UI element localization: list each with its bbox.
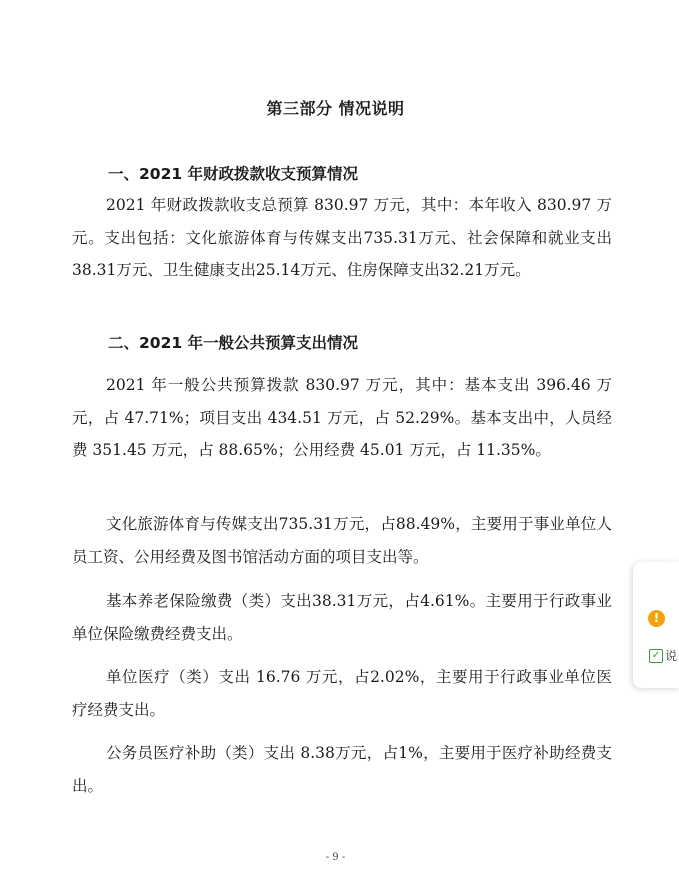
paragraph-medical-subsidy: 公务员医疗补助（类）支出 8.38万元，占1%，主要用于医疗补助经费支出。 <box>72 744 612 795</box>
paragraph-culture-expense: 文化旅游体育与传媒支出735.31万元，占88.49%，主要用于事业单位人员工资、公用经费及图书馆活动方面的项目支出等。 <box>72 515 612 566</box>
widget-label[interactable]: 说 <box>665 649 678 663</box>
paragraph-pension-expense: 基本养老保险缴费（类）支出38.31万元，占4.61%。主要用于行政事业单位保险缴费经费支出。 <box>72 592 612 643</box>
section-heading-2: 二、2021 年一般公共预算支出情况 <box>108 334 359 352</box>
page-title: 第三部分 情况说明 <box>266 99 405 118</box>
section-heading-1: 一、2021 年财政拨款收支预算情况 <box>108 165 359 183</box>
checkbox-icon[interactable]: ✓ <box>649 649 663 663</box>
paragraph-general-budget: 2021 年一般公共预算拨款 830.97 万元，其中：基本支出 396.46 万元，占 47.71%；项目支出 434.51 万元，占 52.29%。基本支出中，人员经费 351.45 万元，占 88.65%；公用经费 45.01 万元，占 11.35%。 <box>72 376 612 459</box>
floating-side-widget[interactable] <box>633 562 679 688</box>
paragraph-medical-expense: 单位医疗（类）支出 16.76 万元，占2.02%，主要用于行政事业单位医疗经费支出。 <box>72 668 612 719</box>
page-number: - 9 - <box>325 852 346 863</box>
paragraph-budget-overview: 2021 年财政拨款收支总预算 830.97 万元，其中：本年收入 830.97 万元。支出包括：文化旅游体育与传媒支出735.31万元、社会保障和就业支出38.31万元、卫生健康支出25.14万元、住房保障支出32.21万元。 <box>72 196 612 279</box>
warning-icon[interactable]: ! <box>648 610 665 627</box>
